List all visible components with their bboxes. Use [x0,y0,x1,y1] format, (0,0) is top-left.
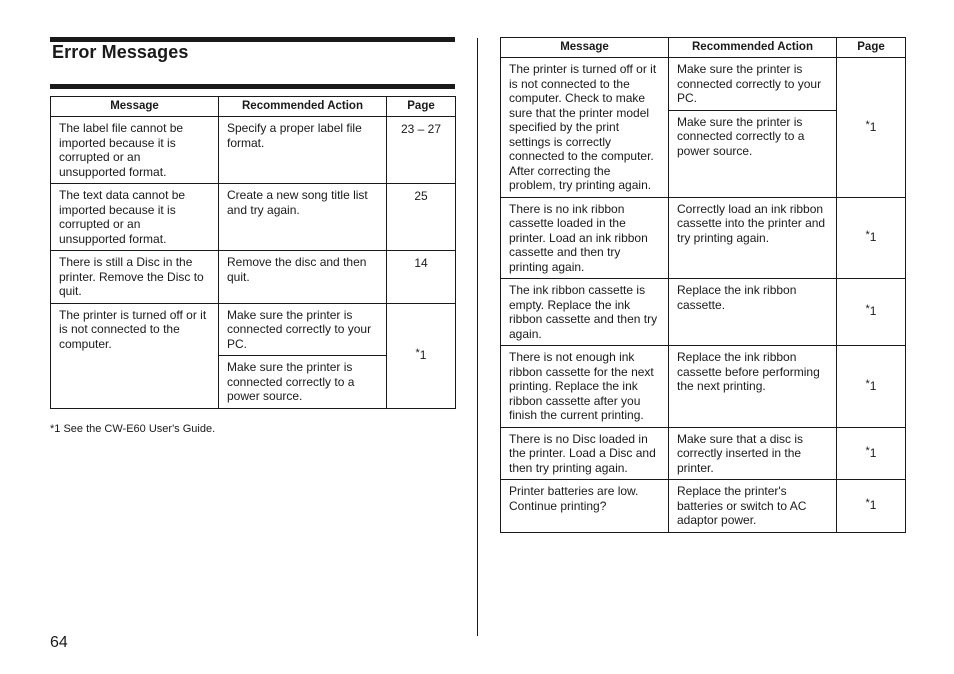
table-row [51,303,456,356]
header-page: Page [387,97,456,117]
action-cell: Make sure the printer is connected correctly to a power source. [219,356,387,409]
page-ref: 1 [869,304,877,319]
page-cell: 25 [387,184,456,251]
page-cell: 14 [387,251,456,304]
action-cell: Remove the disc and then quit. [219,251,387,304]
message-cell: The printer is turned off or it is not connected to the computer. [51,303,219,408]
page-title: Error Messages [52,42,189,62]
header-action: Recommended Action [669,38,837,58]
action-cell: Make sure the printer is connected correctly to a power source. [669,110,837,197]
page-cell: 23 – 27 [387,117,456,184]
table-header-row [51,97,456,117]
page-cell [837,58,906,198]
action-cell: Correctly load an ink ribbon cassette into the printer and try printing again. [669,197,837,279]
action-cell: Specify a proper label file format. [219,117,387,184]
message-cell: The ink ribbon cassette is empty. Replace the ink ribbon cassette and then try again. [501,279,669,346]
message-cell: There is not enough ink ribbon cassette for the next printing. Replace the ink ribbon cassette after you finish the current printing. [501,346,669,428]
message-cell: The text data cannot be imported because it is corrupted or an unsupported format. [51,184,219,251]
table-row [501,58,906,111]
table-row [51,184,456,251]
page-cell [837,427,906,480]
table-row [501,427,906,480]
table-header-row [501,38,906,58]
page-ref: 1 [869,119,877,134]
page-cell [837,279,906,346]
action-cell: Make sure that a disc is correctly inserted in the printer. [669,427,837,480]
page-number: 64 [50,634,68,651]
action-cell: Replace the ink ribbon cassette before performing the next printing. [669,346,837,428]
footnote-asterisk: * [865,229,870,241]
action-cell: Make sure the printer is connected correctly to your PC. [669,58,837,111]
page-ref: 1 [869,230,877,244]
message-cell: The label file cannot be imported because it is corrupted or an unsupported format. [51,117,219,184]
column-divider [477,38,478,636]
page-cell [837,346,906,428]
table-row [501,197,906,279]
action-cell: Make sure the printer is connected correctly to your PC. [219,303,387,356]
action-cell: Create a new song title list and try again. [219,184,387,251]
footnote-asterisk: * [865,444,870,457]
page-ref: 1 [869,378,877,393]
page-ref: 1 [869,498,877,512]
header-message: Message [51,97,219,117]
message-cell: There is still a Disc in the printer. Remove the Disc to quit. [51,251,219,304]
error-table-left [50,96,456,409]
title-bottom-rule [50,84,455,89]
page-cell [387,303,456,408]
page-cell [837,480,906,533]
page-ref: 1 [419,347,427,362]
table-row [501,346,906,428]
header-action: Recommended Action [219,97,387,117]
table-row [51,251,456,304]
header-message: Message [501,38,669,58]
table-row [501,480,906,533]
header-page: Page [837,38,906,58]
message-cell: The printer is turned off or it is not connected to the computer. Check to make sure that the printer model specified by the print settings is correctly connected to the computer. After correcting the problem, try printing again. [501,58,669,198]
action-cell: Replace the printer's batteries or switch to AC adaptor power. [669,480,837,533]
footnote-asterisk: * [415,346,420,359]
error-table-right [500,37,906,533]
footnote-asterisk: * [865,377,870,390]
table-row [501,279,906,346]
table-row [51,117,456,184]
page-ref: 1 [869,445,877,460]
page-cell [837,197,906,279]
footnote-asterisk: * [865,303,870,316]
footnote: *1 See the CW-E60 User's Guide. [50,423,216,435]
message-cell: There is no Disc loaded in the printer. Load a Disc and then try printing again. [501,427,669,480]
footnote-asterisk: * [865,118,870,131]
action-cell: Replace the ink ribbon cassette. [669,279,837,346]
message-cell: Printer batteries are low. Continue printing? [501,480,669,533]
footnote-asterisk: * [865,497,870,509]
message-cell: There is no ink ribbon cassette loaded in the printer. Load an ink ribbon cassette and then try printing again. [501,197,669,279]
